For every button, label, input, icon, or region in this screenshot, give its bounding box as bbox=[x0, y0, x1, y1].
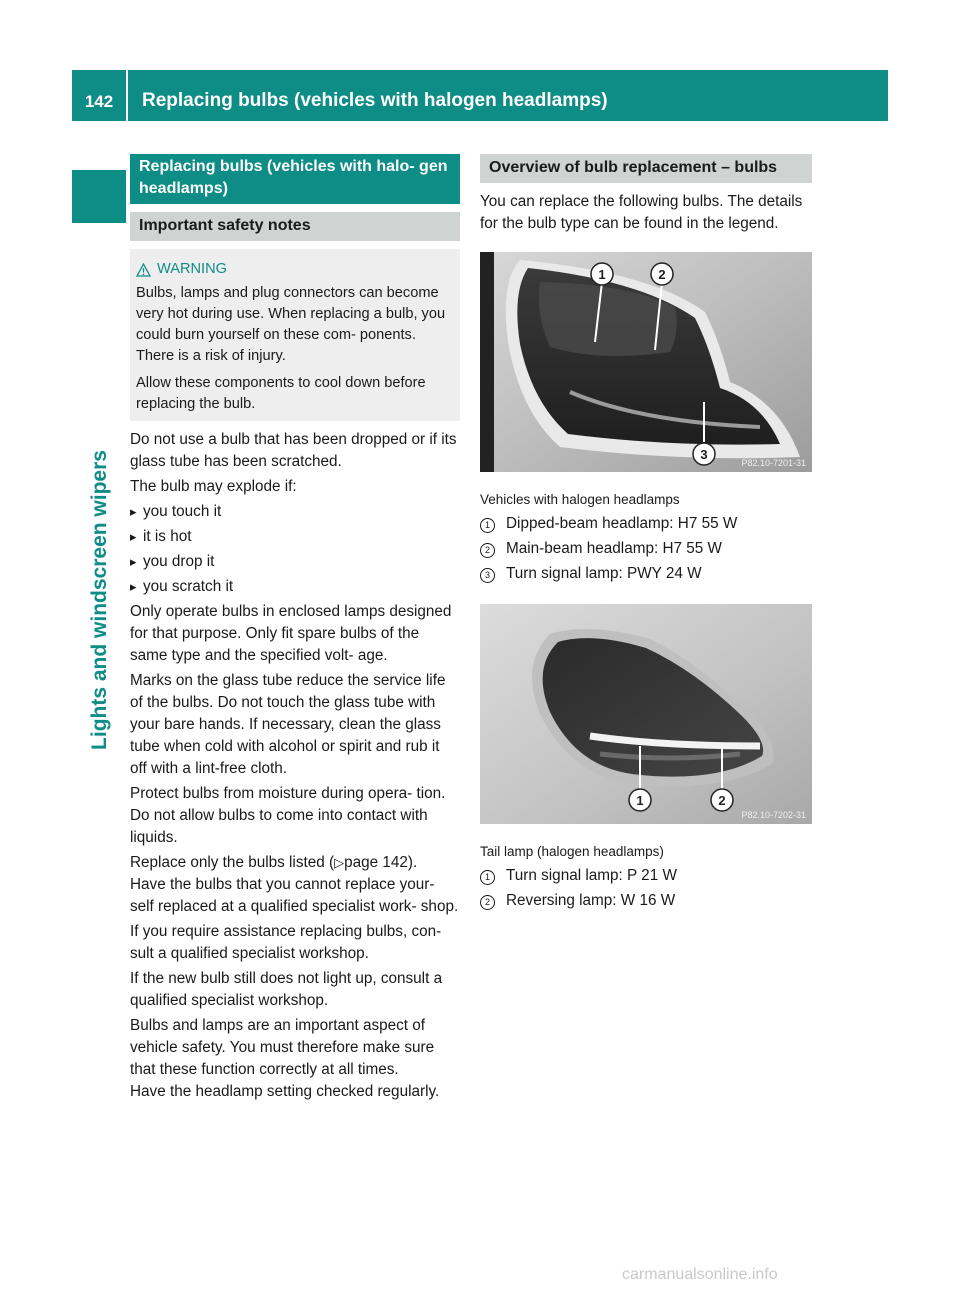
footer-watermark: carmanualsonline.info bbox=[622, 1266, 778, 1283]
right-column bbox=[480, 154, 812, 915]
chapter-tab-marker bbox=[72, 170, 126, 223]
section-title: Overview of bulb replacement – bulbs bbox=[480, 154, 812, 183]
page-title: Replacing bulbs (vehicles with halogen headlamps) bbox=[142, 90, 608, 111]
paragraph: Do not use a bulb that has been dropped or if its glass tube has been scratched. bbox=[130, 431, 457, 470]
legend-item bbox=[480, 865, 812, 887]
header-divider bbox=[126, 70, 128, 121]
paragraph: Marks on the glass tube reduce the service life of the bulbs. Do not touch the glass tube with your bare hands. If necessary, clean the glass tube when cold with alcohol or spirit and rub it off with a lint-free cloth. bbox=[130, 672, 446, 777]
paragraph: The bulb may explode if: bbox=[130, 478, 297, 495]
legend-number-icon: 1 bbox=[480, 518, 495, 533]
list-item: ▸ it is hot bbox=[130, 526, 460, 548]
figure-marker: 2 bbox=[658, 267, 666, 282]
legend-text: Reversing lamp: W 16 W bbox=[506, 892, 676, 909]
figure-caption: Vehicles with halogen headlamps bbox=[480, 492, 680, 507]
legend-number-icon: 2 bbox=[480, 543, 495, 558]
list-item: ▸ you scratch it bbox=[130, 576, 460, 598]
figure-marker: 1 bbox=[598, 267, 606, 282]
paragraph: If the new bulb still does not light up, consult a qualified specialist workshop. bbox=[130, 970, 443, 1009]
legend-item bbox=[480, 513, 812, 535]
paragraph-with-reference: Replace only the bulbs listed (▷page 142). bbox=[130, 854, 418, 871]
list-item: ▸ you drop it bbox=[130, 551, 460, 573]
figure-code: P82.10-7202-31 bbox=[741, 810, 806, 820]
legend-text: Turn signal lamp: PWY 24 W bbox=[506, 565, 702, 582]
legend-item bbox=[480, 890, 812, 912]
legend-item bbox=[480, 538, 812, 560]
paragraph: Protect bulbs from moisture during opera- tion. Do not allow bulbs to come into contact with liquids. bbox=[130, 785, 446, 846]
paragraph: Bulbs and lamps are an important aspect of vehicle safety. You must therefore make sure that these function correctly at all times. bbox=[130, 1017, 435, 1078]
tail-lamp-photo bbox=[480, 604, 812, 824]
warning-advice: Allow these components to cool down before replacing the bulb. bbox=[136, 375, 426, 412]
paragraph: Only operate bulbs in enclosed lamps designed for that purpose. Only fit spare bulbs of the same type and the specified volt- age. bbox=[130, 603, 452, 664]
warning-box bbox=[130, 249, 460, 421]
legend-number-icon: 1 bbox=[480, 870, 495, 885]
legend-text: Turn signal lamp: P 21 W bbox=[506, 867, 677, 884]
figure-marker: 3 bbox=[700, 447, 708, 462]
page-reference-arrow-icon: ▷ bbox=[334, 855, 345, 870]
paragraph: If you require assistance replacing bulbs, con- sult a qualified specialist workshop. bbox=[130, 923, 442, 962]
chapter-label: Lights and windscreen wipers bbox=[88, 450, 111, 750]
legend-number-icon: 3 bbox=[480, 568, 495, 583]
legend-text: Main-beam headlamp: H7 55 W bbox=[506, 540, 722, 557]
warning-text: Bulbs, lamps and plug connectors can become very hot during use. When replacing a bulb, you could burn yourself on these com- ponents. There is a risk of injury. bbox=[136, 285, 446, 364]
list-item: ▸ you touch it bbox=[130, 501, 460, 523]
section-title: Replacing bulbs (vehicles with halo- gen headlamps) bbox=[130, 154, 460, 204]
legend-number-icon: 2 bbox=[480, 895, 495, 910]
legend-item bbox=[480, 563, 812, 585]
subsection-title: Important safety notes bbox=[130, 212, 460, 241]
page-reference-link[interactable]: page 142 bbox=[344, 854, 408, 871]
legend-text: Dipped-beam headlamp: H7 55 W bbox=[506, 515, 738, 532]
warning-triangle-icon bbox=[136, 263, 151, 277]
left-column bbox=[130, 154, 460, 1106]
warning-label: WARNING bbox=[157, 261, 227, 277]
intro-paragraph: You can replace the following bulbs. The details for the bulb type can be found in the legend. bbox=[480, 193, 803, 232]
explode-conditions-list bbox=[130, 501, 460, 598]
figure-caption: Tail lamp (halogen headlamps) bbox=[480, 844, 664, 859]
figure-code: P82.10-7201-31 bbox=[741, 458, 806, 468]
figure-marker: 1 bbox=[636, 793, 644, 808]
headlamp-photo bbox=[480, 252, 812, 472]
paragraph: Have the bulbs that you cannot replace your- self replaced at a qualified specialist work- shop. bbox=[130, 876, 459, 915]
warning-header bbox=[136, 259, 454, 280]
paragraph: Have the headlamp setting checked regularly. bbox=[130, 1083, 440, 1100]
figure-marker: 2 bbox=[718, 793, 726, 808]
page-number: 142 bbox=[84, 92, 114, 111]
